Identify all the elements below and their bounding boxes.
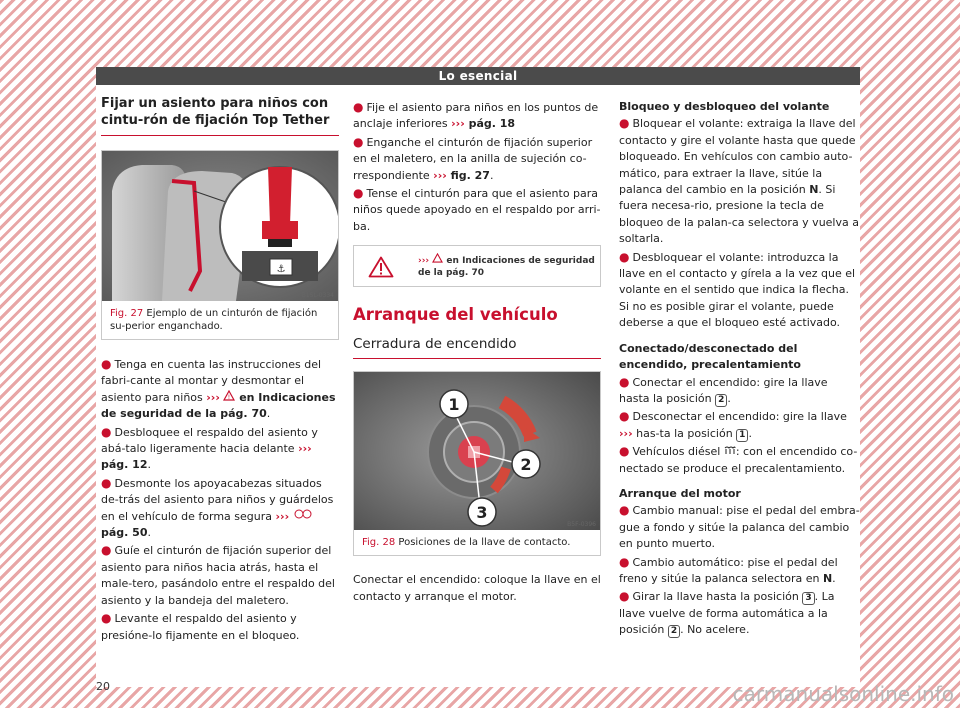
page-header: Lo esencial xyxy=(96,67,860,85)
list-item: ● Bloquear el volante: extraiga la llave del contacto y gire el volante hasta que quede bloqueado. En vehículos con cambio auto-mático, para extraer la llave, sitúe la palanca del cambio en la posición N. Si fuera necesa-rio, presione la tecla de bloqueo de la palan-ca selectora y vuelva a soltarla. xyxy=(619,116,859,246)
page-number: 20 xyxy=(96,680,110,693)
cross-ref-link[interactable]: ››› xyxy=(619,426,633,440)
position-label: 1 xyxy=(448,395,460,415)
position-badge: 1 xyxy=(736,429,748,442)
warning-small-icon xyxy=(432,253,443,263)
list-item: ● Cambio manual: pise el pedal del embra-gue a fondo y sitúe la palanca del cambio en punto muerto. xyxy=(619,503,860,551)
bullet-icon: ● xyxy=(619,249,630,264)
cross-ref-link[interactable]: ››› xyxy=(206,390,220,404)
figure-27 xyxy=(101,150,339,340)
column-left xyxy=(101,95,339,645)
bullet-icon: ● xyxy=(619,554,630,569)
figure-code: B5F-0396 xyxy=(567,521,596,529)
bullet-icon: ● xyxy=(101,424,112,439)
list-item: ● Tense el cinturón para que el asiento para niños quede apoyado en el respaldo por arri-ba. xyxy=(353,186,601,233)
watermark: carmanualsonline.info xyxy=(732,682,954,706)
svg-text:⚓: ⚓ xyxy=(276,264,286,275)
position-badge: 2 xyxy=(715,394,727,407)
figure-caption-text: Posiciones de la llave de contacto. xyxy=(398,537,571,549)
figure-27-image xyxy=(102,151,338,301)
list-item: ● Levante el respaldo del asiento y presióne-lo fijamente en el bloqueo. xyxy=(101,611,300,642)
bullet-icon: ● xyxy=(101,543,112,558)
warning-text: ››› en Indicaciones de seguridad de la pág. 70 xyxy=(418,253,600,279)
bullet-list xyxy=(353,99,601,235)
list-item: ● Guíe el cinturón de fijación superior del asiento para niños hacia atrás, hasta el male-tero, pasándolo entre el respaldo del asiento y la bandeja del maletero. xyxy=(101,543,335,607)
position-badge: 3 xyxy=(802,592,814,605)
figure-caption-text: Ejemplo de un cinturón de fijación su-perior enganchado. xyxy=(110,308,318,332)
position-label: 3 xyxy=(476,503,488,523)
cross-ref-link[interactable]: ››› xyxy=(418,256,430,267)
bullet-icon: ● xyxy=(619,116,630,131)
chapter-title: Arranque del vehículo xyxy=(353,305,558,325)
heading: Bloqueo y desbloqueo del volante xyxy=(619,100,830,113)
page xyxy=(96,67,860,693)
position-badge: 2 xyxy=(668,625,680,638)
list-item: ● Enganche el cinturón de fijación superior en el maletero, en la anilla de sujeción co-rrespondiente ››› fig. 27. xyxy=(353,134,593,182)
svg-text:!: ! xyxy=(228,393,231,401)
headrest-icon xyxy=(293,509,313,520)
bullet-icon: ● xyxy=(619,409,630,424)
subsection-title: Cerradura de encendido xyxy=(353,335,601,359)
position-label: 2 xyxy=(520,455,532,475)
list-item: ● Desconectar el encendido: gire la llave ››› has-ta la posición 1 . xyxy=(619,409,847,440)
bullet-icon: ● xyxy=(619,374,630,389)
warning-icon xyxy=(223,390,235,401)
bullet-icon: ● xyxy=(619,503,630,518)
list-item: ● Fije el asiento para niños en los puntos de anclaje inferiores ››› pág. 18 xyxy=(353,100,599,131)
list-item: ● Desbloquear el volante: introduzca la llave en el contacto y gírela a la vez que el volante en el sentido que indica la flecha. Si no es posible girar el volante, puede deberse a que el bloqueo esté activado. xyxy=(619,249,856,330)
bullet-icon: ● xyxy=(101,357,112,371)
bullet-icon: ● xyxy=(101,475,112,490)
cross-ref-link[interactable]: ››› xyxy=(433,168,447,182)
list-item: ● Conectar el encendido: gire la llave hasta la posición 2 . xyxy=(619,374,828,405)
list-item: ● Vehículos diésel : con el encendido co-nectado se produce el precalentamiento. xyxy=(619,444,858,475)
bullet-icon: ● xyxy=(353,134,364,149)
figure-caption xyxy=(102,301,338,339)
figure-caption xyxy=(354,530,600,555)
list-item: ● Girar la llave hasta la posición 3 . La llave vuelve de forma automática a la posición 2 . No acelere. xyxy=(619,589,835,637)
ignition-illustration xyxy=(354,372,600,530)
figure-28-image xyxy=(354,372,600,530)
bullet-icon: ● xyxy=(353,100,364,114)
cross-ref-link[interactable]: ››› xyxy=(275,509,290,523)
list-item: ● Desbloquee el respaldo del asiento y abá-talo ligeramente hacia delante ››› pág. 12. xyxy=(101,424,318,472)
figure-label: Fig. 27 xyxy=(110,308,144,319)
glow-plug-icon xyxy=(724,446,736,455)
column-right xyxy=(619,99,860,640)
figure-28 xyxy=(353,371,601,556)
cross-ref-link[interactable]: ››› xyxy=(451,117,465,131)
cross-ref-link[interactable]: ››› xyxy=(298,442,312,456)
figure-code: B1SL-0334 xyxy=(301,292,334,299)
list-item: ● Cambio automático: pise el pedal del freno y sitúe la palanca selectora en N. xyxy=(619,554,838,585)
list-item: ● Desmonte los apoyacabezas situados de-trás del asiento para niños y guárdelos en el vehículo de forma segura ››› pág. 50. xyxy=(101,475,334,540)
bullet-list xyxy=(101,356,339,644)
bullet-icon: ● xyxy=(353,186,364,201)
bullet-icon: ● xyxy=(101,611,112,626)
body-text: Conectar el encendido: coloque la llave en el contacto y arranque el motor. xyxy=(353,573,601,603)
section-title: Fijar un asiento para niños con cintu-rón de fijación Top Tether xyxy=(101,95,339,136)
heading: Arranque del motor xyxy=(619,486,741,500)
figure-label: Fig. 28 xyxy=(362,537,396,549)
column-middle xyxy=(353,99,601,605)
list-item: ● Tenga en cuenta las instrucciones del fabri-cante al montar y desmontar el asiento para niños ››› ! en Indicaciones de seguridad de la pág. 70. xyxy=(101,357,336,421)
warning-box xyxy=(353,245,601,287)
bullet-icon: ● xyxy=(619,444,630,459)
tether-illustration xyxy=(102,151,338,301)
heading: Conectado/desconectado del encendido, precalentamiento xyxy=(619,341,801,372)
bullet-icon: ● xyxy=(619,589,630,604)
warning-icon xyxy=(368,256,394,278)
